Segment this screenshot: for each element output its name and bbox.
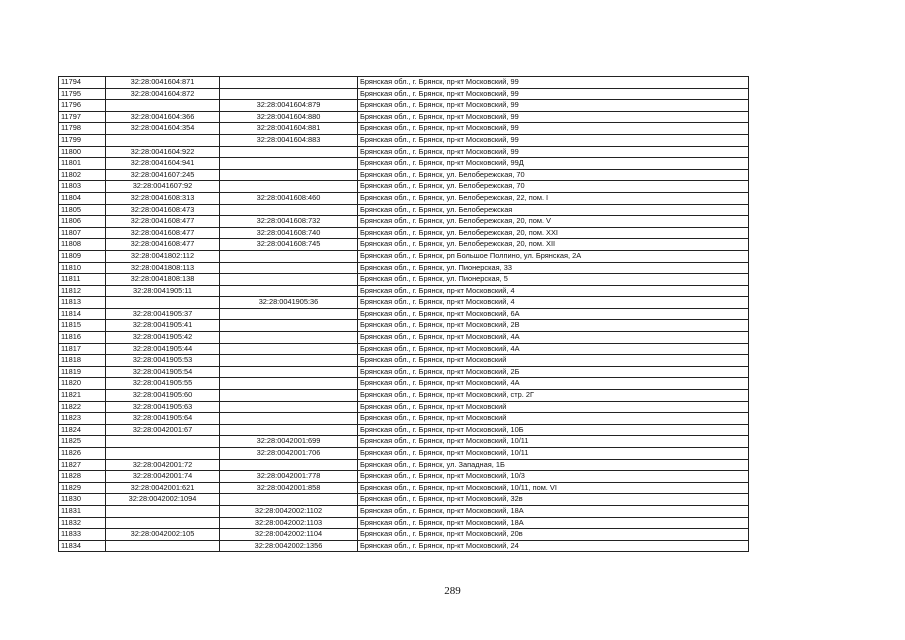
address-cell: Брянская обл., г. Брянск, пр-кт Московский, 99 [358,111,749,123]
table-row [59,123,749,135]
linked-cadastral-number-cell: 32:28:0041604:881 [220,123,358,135]
row-number-cell: 11817 [59,343,106,355]
linked-cadastral-number-cell [220,169,358,181]
linked-cadastral-number-cell: 32:28:0041604:879 [220,100,358,112]
row-number-cell: 11804 [59,192,106,204]
table-row [59,424,749,436]
linked-cadastral-number-cell [220,250,358,262]
table-row [59,192,749,204]
cadastral-number-cell: 32:28:0042001:621 [106,482,220,494]
table-row [59,285,749,297]
table-row [59,505,749,517]
linked-cadastral-number-cell: 32:28:0042002:1103 [220,517,358,529]
cadastral-number-cell: 32:28:0041808:138 [106,274,220,286]
table-row [59,343,749,355]
address-cell: Брянская обл., г. Брянск, пр-кт Московский, 99 [358,134,749,146]
address-cell: Брянская обл., г. Брянск, пр-кт Московский, 99 [358,100,749,112]
row-number-cell: 11828 [59,471,106,483]
row-number-cell: 11830 [59,494,106,506]
linked-cadastral-number-cell: 32:28:0042001:778 [220,471,358,483]
row-number-cell: 11809 [59,250,106,262]
row-number-cell: 11833 [59,529,106,541]
cadastral-number-cell [106,134,220,146]
linked-cadastral-number-cell [220,366,358,378]
linked-cadastral-number-cell: 32:28:0041604:883 [220,134,358,146]
table-row [59,308,749,320]
linked-cadastral-number-cell [220,158,358,170]
linked-cadastral-number-cell: 32:28:0041608:740 [220,227,358,239]
linked-cadastral-number-cell [220,146,358,158]
row-number-cell: 11812 [59,285,106,297]
table-row [59,111,749,123]
cadastral-number-cell: 32:28:0041604:354 [106,123,220,135]
row-number-cell: 11796 [59,100,106,112]
linked-cadastral-number-cell: 32:28:0042001:858 [220,482,358,494]
cadastral-number-cell: 32:28:0041905:37 [106,308,220,320]
table-row [59,158,749,170]
address-cell: Брянская обл., г. Брянск, пр-кт Московский, 18А [358,517,749,529]
table-row [59,100,749,112]
row-number-cell: 11802 [59,169,106,181]
address-cell: Брянская обл., г. Брянск, пр-кт Московский, 99 [358,77,749,89]
address-cell: Брянская обл., г. Брянск, пр-кт Московский, 4А [358,332,749,344]
address-cell: Брянская обл., г. Брянск, пр-кт Московский, 99 [358,146,749,158]
cadastral-number-cell: 32:28:0042001:72 [106,459,220,471]
cadastral-number-cell: 32:28:0041607:245 [106,169,220,181]
table-row [59,332,749,344]
cadastral-number-cell: 32:28:0041905:41 [106,320,220,332]
address-cell: Брянская обл., г. Брянск, рп Большое Полпино, ул. Брянская, 2А [358,250,749,262]
table-row [59,262,749,274]
address-cell: Брянская обл., г. Брянск, пр-кт Московский, 2Б [358,366,749,378]
address-cell: Брянская обл., г. Брянск, пр-кт Московский, стр. 2Г [358,390,749,402]
table-row [59,320,749,332]
row-number-cell: 11800 [59,146,106,158]
linked-cadastral-number-cell [220,401,358,413]
address-cell: Брянская обл., г. Брянск, ул. Белобережская, 70 [358,181,749,193]
cadastral-number-cell: 32:28:0041608:477 [106,227,220,239]
row-number-cell: 11813 [59,297,106,309]
register-table-body [59,77,749,552]
cadastral-number-cell: 32:28:0041604:871 [106,77,220,89]
cadastral-number-cell [106,517,220,529]
table-row [59,413,749,425]
cadastral-number-cell: 32:28:0042002:105 [106,529,220,541]
table-row [59,134,749,146]
cadastral-number-cell: 32:28:0041608:477 [106,216,220,228]
cadastral-number-cell: 32:28:0041802:112 [106,250,220,262]
address-cell: Брянская обл., г. Брянск, пр-кт Московский, 24 [358,540,749,552]
row-number-cell: 11795 [59,88,106,100]
cadastral-number-cell [106,297,220,309]
linked-cadastral-number-cell: 32:28:0041604:880 [220,111,358,123]
address-cell: Брянская обл., г. Брянск, ул. Западная, 1Б [358,459,749,471]
table-row [59,529,749,541]
row-number-cell: 11820 [59,378,106,390]
row-number-cell: 11803 [59,181,106,193]
address-cell: Брянская обл., г. Брянск, пр-кт Московский, 20в [358,529,749,541]
cadastral-number-cell: 32:28:0041808:113 [106,262,220,274]
table-row [59,436,749,448]
table-row [59,482,749,494]
cadastral-number-cell: 32:28:0041905:64 [106,413,220,425]
table-row [59,181,749,193]
address-cell: Брянская обл., г. Брянск, ул. Белобережская, 20, пом. V [358,216,749,228]
cadastral-number-cell [106,100,220,112]
cadastral-number-cell: 32:28:0041604:872 [106,88,220,100]
linked-cadastral-number-cell [220,308,358,320]
linked-cadastral-number-cell: 32:28:0041608:745 [220,239,358,251]
table-row [59,471,749,483]
row-number-cell: 11794 [59,77,106,89]
row-number-cell: 11805 [59,204,106,216]
cadastral-number-cell: 32:28:0042002:1094 [106,494,220,506]
linked-cadastral-number-cell: 32:28:0042002:1104 [220,529,358,541]
linked-cadastral-number-cell [220,390,358,402]
address-cell: Брянская обл., г. Брянск, ул. Белобережская, 70 [358,169,749,181]
address-cell: Брянская обл., г. Брянск, пр-кт Московский, 4А [358,378,749,390]
address-cell: Брянская обл., г. Брянск, ул. Белобережская [358,204,749,216]
address-cell: Брянская обл., г. Брянск, пр-кт Московский, 10Б [358,424,749,436]
register-table [58,76,749,552]
address-cell: Брянская обл., г. Брянск, пр-кт Московский, 4А [358,343,749,355]
cadastral-number-cell: 32:28:0042001:67 [106,424,220,436]
address-cell: Брянская обл., г. Брянск, ул. Пионерская, 33 [358,262,749,274]
address-cell: Брянская обл., г. Брянск, пр-кт Московский, 2В [358,320,749,332]
table-row [59,366,749,378]
cadastral-number-cell: 32:28:0041608:473 [106,204,220,216]
address-cell: Брянская обл., г. Брянск, пр-кт Московский, 4 [358,297,749,309]
table-row [59,401,749,413]
table-row [59,146,749,158]
address-cell: Брянская обл., г. Брянск, пр-кт Московский, 10/3 [358,471,749,483]
row-number-cell: 11818 [59,355,106,367]
row-number-cell: 11815 [59,320,106,332]
linked-cadastral-number-cell [220,262,358,274]
row-number-cell: 11810 [59,262,106,274]
cadastral-number-cell [106,540,220,552]
cadastral-number-cell [106,436,220,448]
table-row [59,390,749,402]
cadastral-number-cell: 32:28:0041905:60 [106,390,220,402]
row-number-cell: 11798 [59,123,106,135]
row-number-cell: 11832 [59,517,106,529]
table-row [59,297,749,309]
row-number-cell: 11825 [59,436,106,448]
table-row [59,88,749,100]
linked-cadastral-number-cell [220,459,358,471]
linked-cadastral-number-cell: 32:28:0042001:699 [220,436,358,448]
linked-cadastral-number-cell [220,494,358,506]
table-row [59,250,749,262]
address-cell: Брянская обл., г. Брянск, пр-кт Московский [358,413,749,425]
table-row [59,274,749,286]
linked-cadastral-number-cell: 32:28:0042002:1102 [220,505,358,517]
linked-cadastral-number-cell [220,424,358,436]
cadastral-number-cell: 32:28:0041607:92 [106,181,220,193]
row-number-cell: 11822 [59,401,106,413]
address-cell: Брянская обл., г. Брянск, пр-кт Московский, 99Д [358,158,749,170]
address-cell: Брянская обл., г. Брянск, пр-кт Московский, 4 [358,285,749,297]
row-number-cell: 11806 [59,216,106,228]
cadastral-number-cell: 32:28:0041905:55 [106,378,220,390]
table-row [59,239,749,251]
address-cell: Брянская обл., г. Брянск, ул. Белобережская, 20, пом. XII [358,239,749,251]
linked-cadastral-number-cell [220,77,358,89]
cadastral-number-cell: 32:28:0041608:313 [106,192,220,204]
address-cell: Брянская обл., г. Брянск, ул. Пионерская, 5 [358,274,749,286]
cadastral-number-cell: 32:28:0041905:63 [106,401,220,413]
address-cell: Брянская обл., г. Брянск, пр-кт Московский, 10/11 [358,448,749,460]
table-row [59,459,749,471]
row-number-cell: 11801 [59,158,106,170]
linked-cadastral-number-cell [220,355,358,367]
cadastral-number-cell: 32:28:0041905:54 [106,366,220,378]
address-cell: Брянская обл., г. Брянск, пр-кт Московский, 32в [358,494,749,506]
row-number-cell: 11826 [59,448,106,460]
row-number-cell: 11816 [59,332,106,344]
address-cell: Брянская обл., г. Брянск, пр-кт Московский, 10/11 [358,436,749,448]
cadastral-number-cell: 32:28:0041604:922 [106,146,220,158]
table-row [59,378,749,390]
address-cell: Брянская обл., г. Брянск, пр-кт Московский [358,355,749,367]
page-number: 289 [444,585,461,597]
row-number-cell: 11827 [59,459,106,471]
table-row [59,227,749,239]
address-cell: Брянская обл., г. Брянск, пр-кт Московский, 10/11, пом. VI [358,482,749,494]
linked-cadastral-number-cell: 32:28:0042001:706 [220,448,358,460]
linked-cadastral-number-cell [220,274,358,286]
address-cell: Брянская обл., г. Брянск, пр-кт Московский, 18А [358,505,749,517]
linked-cadastral-number-cell [220,181,358,193]
address-cell: Брянская обл., г. Брянск, пр-кт Московский, 99 [358,88,749,100]
table-row [59,540,749,552]
cadastral-number-cell: 32:28:0041608:477 [106,239,220,251]
row-number-cell: 11808 [59,239,106,251]
table-row [59,204,749,216]
cadastral-number-cell: 32:28:0041604:366 [106,111,220,123]
linked-cadastral-number-cell [220,285,358,297]
cadastral-number-cell: 32:28:0041604:941 [106,158,220,170]
address-cell: Брянская обл., г. Брянск, пр-кт Московский, 6А [358,308,749,320]
linked-cadastral-number-cell: 32:28:0041905:36 [220,297,358,309]
row-number-cell: 11823 [59,413,106,425]
linked-cadastral-number-cell: 32:28:0041608:732 [220,216,358,228]
row-number-cell: 11831 [59,505,106,517]
linked-cadastral-number-cell [220,204,358,216]
cadastral-number-cell: 32:28:0042001:74 [106,471,220,483]
cadastral-number-cell: 32:28:0041905:11 [106,285,220,297]
linked-cadastral-number-cell [220,413,358,425]
row-number-cell: 11834 [59,540,106,552]
row-number-cell: 11814 [59,308,106,320]
row-number-cell: 11819 [59,366,106,378]
address-cell: Брянская обл., г. Брянск, пр-кт Московский [358,401,749,413]
row-number-cell: 11821 [59,390,106,402]
row-number-cell: 11797 [59,111,106,123]
table-row [59,355,749,367]
address-cell: Брянская обл., г. Брянск, ул. Белобережская, 22, пом. I [358,192,749,204]
table-row [59,216,749,228]
cadastral-number-cell: 32:28:0041905:44 [106,343,220,355]
linked-cadastral-number-cell: 32:28:0041608:460 [220,192,358,204]
table-row [59,517,749,529]
linked-cadastral-number-cell [220,378,358,390]
row-number-cell: 11829 [59,482,106,494]
cadastral-number-cell [106,505,220,517]
cadastral-number-cell: 32:28:0041905:42 [106,332,220,344]
linked-cadastral-number-cell [220,88,358,100]
table-row [59,77,749,89]
row-number-cell: 11807 [59,227,106,239]
address-cell: Брянская обл., г. Брянск, ул. Белобережская, 20, пом. XXI [358,227,749,239]
table-row [59,494,749,506]
linked-cadastral-number-cell [220,343,358,355]
linked-cadastral-number-cell: 32:28:0042002:1356 [220,540,358,552]
linked-cadastral-number-cell [220,332,358,344]
table-row [59,448,749,460]
cadastral-number-cell: 32:28:0041905:53 [106,355,220,367]
row-number-cell: 11824 [59,424,106,436]
linked-cadastral-number-cell [220,320,358,332]
table-row [59,169,749,181]
row-number-cell: 11799 [59,134,106,146]
row-number-cell: 11811 [59,274,106,286]
cadastral-number-cell [106,448,220,460]
address-cell: Брянская обл., г. Брянск, пр-кт Московский, 99 [358,123,749,135]
